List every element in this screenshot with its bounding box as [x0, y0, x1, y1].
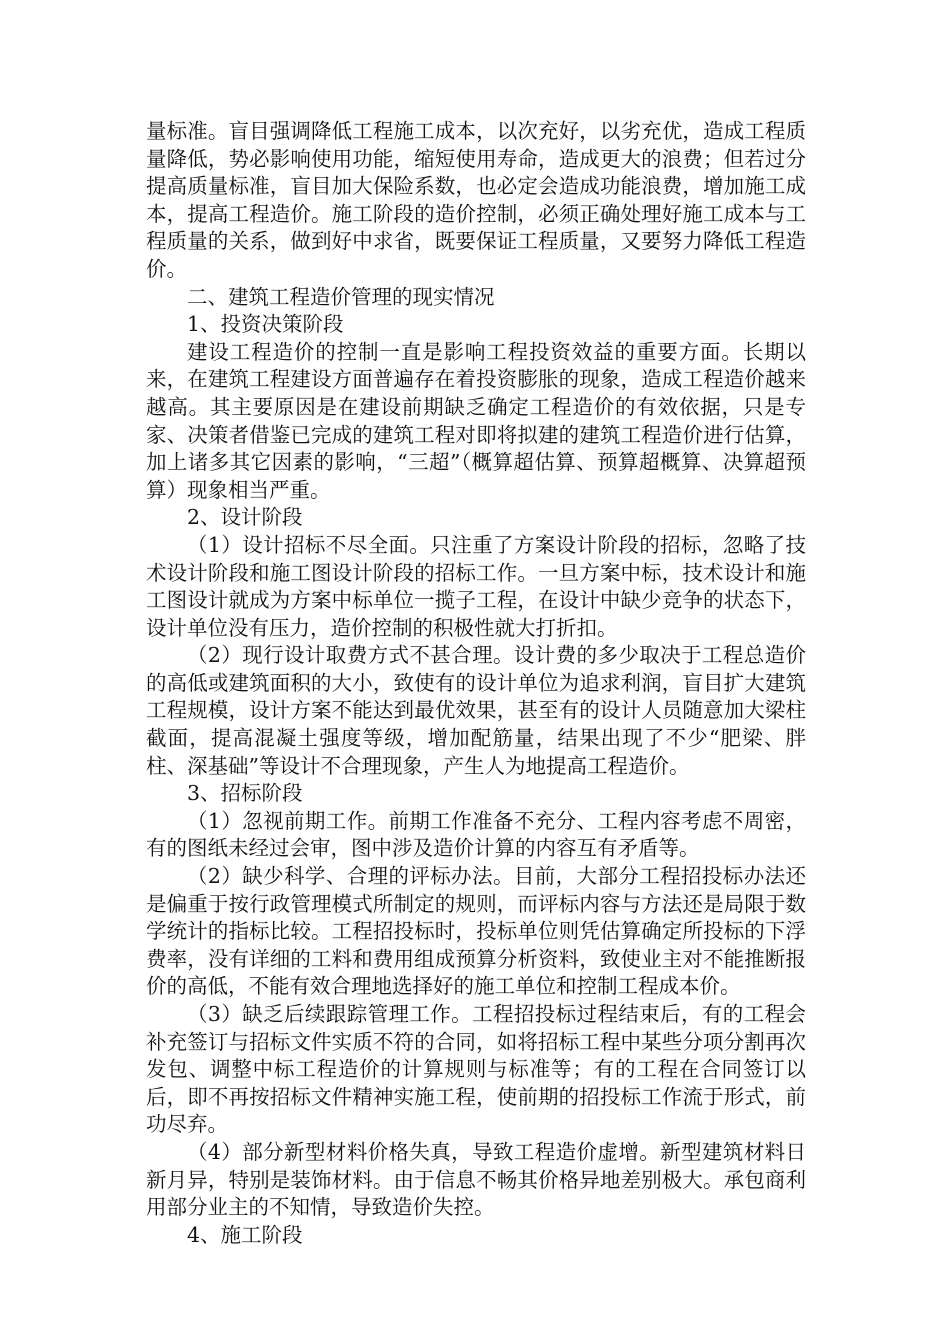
subheading-investment-decision: 1、投资决策阶段 — [187, 312, 344, 337]
paragraph-evaluation-method: （2）缺少科学、合理的评标办法。目前，大部分工程招投标办法还是偏重于按行政管理模式所制定的规则，而评标内容与方法还是局限于数学统计的指标比较。工程招投标时，投标单位则凭估算确定所投标的下浮费率，没有详细的工料和费用组成预算分析资料，致使业主对不能推断报价的高低，不能有效合理地选择好的施工单位和控制工程成本价。 — [146, 864, 806, 999]
document-body — [146, 118, 806, 1249]
paragraph-follow-up-management: （3）缺乏后续跟踪管理工作。工程招投标过程结束后，有的工程会补充签订与招标文件实质不符的合同，如将招标工程中某些分项分割再次发包、调整中标工程造价的计算规则与标准等；有的工程在合同签订以后，即不再按招标文件精神实施工程，使前期的招投标工作流于形式，前功尽弃。 — [146, 1002, 806, 1137]
paragraph-investment-decision: 建设工程造价的控制一直是影响工程投资效益的重要方面。长期以来，在建筑工程建设方面普遍存在着投资膨胀的现象，造成工程造价越来越高。其主要原因是在建设前期缺乏确定工程造价的有效依据，只是专家、决策者借鉴已完成的建筑工程对即将拟建的建筑工程造价进行估算，加上诸多其它因素的影响，“三超”（概算超估算、预算超概算、决算超预算）现象相当严重。 — [146, 339, 806, 502]
paragraph-design-fee: （2）现行设计取费方式不甚合理。设计费的多少取决于工程总造价的高低或建筑面积的大小，致使有的设计单位为追求利润，盲目扩大建筑工程规模，设计方案不能达到最优效果，甚至有的设计人员随意加大梁柱截面，提高混凝土强度等级，增加配筋量，结果出现了不少“肥梁、胖柱、深基础”等设计不合理现象，产生人为地提高工程造价。 — [146, 643, 806, 778]
subheading-construction-stage: 4、施工阶段 — [187, 1222, 303, 1247]
paragraph-design-bidding: （1）设计招标不尽全面。只注重了方案设计阶段的招标，忽略了技术设计阶段和施工图设计阶段的招标工作。一旦方案中标，技术设计和施工图设计就成为方案中标单位一揽子工程，在设计中缺少竞争的状态下，设计单位没有压力，造价控制的积极性就大打折扣。 — [146, 532, 806, 640]
section-heading-current-situation: 二、建筑工程造价管理的现实情况 — [187, 284, 495, 309]
paragraph-quality-cost: 量标准。盲目强调降低工程施工成本，以次充好，以劣充优，造成工程质量降低，势必影响使用功能，缩短使用寿命，造成更大的浪费；但若过分提高质量标准，盲目加大保险系数，也必定会造成功能浪费，增加施工成本，提高工程造价。施工阶段的造价控制，必须正确处理好施工成本与工程质量的关系，做到好中求省，既要保证工程质量，又要努力降低工程造价。 — [146, 119, 806, 281]
paragraph-material-price: （4）部分新型材料价格失真，导致工程造价虚增。新型建筑材料日新月异，特别是装饰材料。由于信息不畅其价格异地差别极大。承包商利用部分业主的不知情，导致造价失控。 — [146, 1139, 806, 1220]
subheading-design-stage: 2、设计阶段 — [187, 505, 303, 530]
paragraph-preliminary-work: （1）忽视前期工作。前期工作准备不充分、工程内容考虑不周密，有的图纸未经过会审，图中涉及造价计算的内容互有矛盾等。 — [146, 808, 806, 861]
subheading-bidding-stage: 3、招标阶段 — [187, 781, 303, 806]
